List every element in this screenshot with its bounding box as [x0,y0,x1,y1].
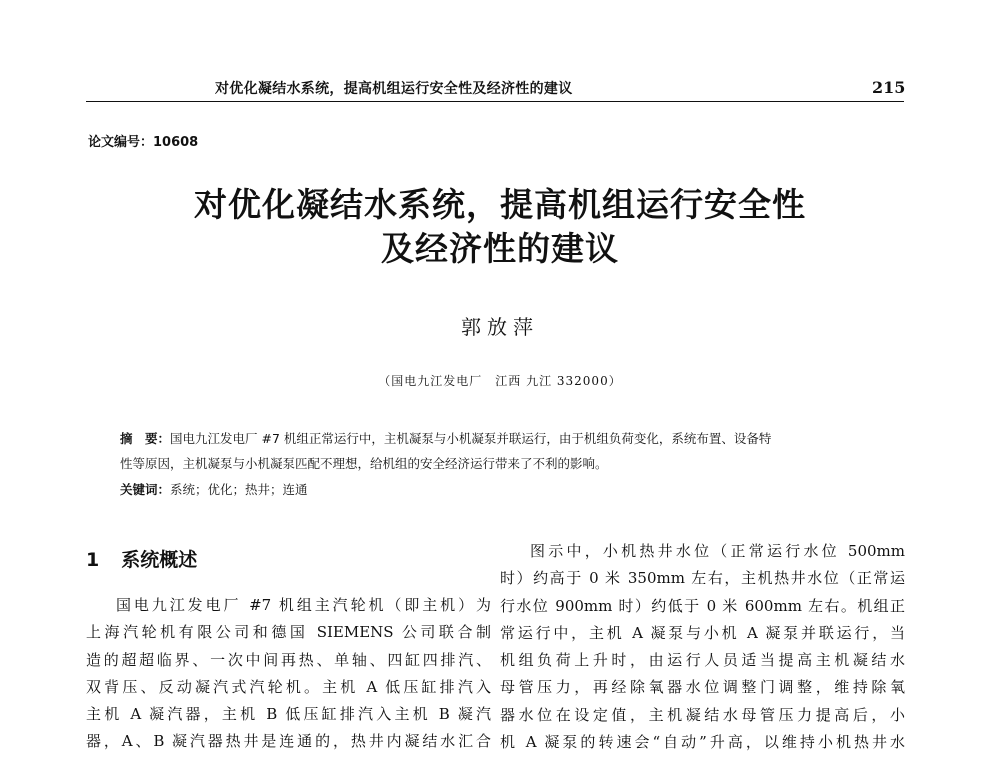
text-line: 常运行中，主机 A 凝泵与小机 A 凝泵并联运行，当 [500,623,905,642]
paper-title-line-2: 及经济性的建议 [381,229,619,268]
abstract-label: 摘 要： [120,431,171,446]
text-line: 器，A、B 凝汽器热井是连通的，热井内凝结水汇合 [86,732,491,751]
text-line: 机组负荷上升时，由运行人员适当提高主机凝结水 [500,651,905,670]
section-title: 系统概述 [121,549,198,571]
abstract-line-1 [120,430,880,448]
page-number: 215 [872,78,906,97]
text-line: 图示中，小机热井水位（正常运行水位 500mm [530,542,905,560]
text-line: 上海汽轮机有限公司和德国 SIEMENS 公司联合制 [86,623,491,642]
right-column-text [500,538,905,756]
section-number: 1 [86,549,100,571]
text-line: 母管压力，再经除氧器水位调整门调整，维持除氧 [500,678,905,697]
abstract-text-1: 国电九江发电厂 #7 机组正常运行中，主机凝泵与小机凝泵并联运行，由于机组负荷变化，系统布置、设备特 [170,431,772,446]
left-column-text [86,592,491,756]
text-line: 时）约高于 0 米 350mm 左右，主机热井水位（正常运 [500,569,905,588]
text-line: 行水位 900mm 时）约低于 0 米 600mm 左右。机组正 [500,596,905,615]
keywords-text: 系统；优化；热井；连通 [170,482,308,497]
running-head-title: 对优化凝结水系统，提高机组运行安全性及经济性的建议 [215,81,573,97]
text-line: 国电九江发电厂 #7 机组主汽轮机（即主机）为 [116,596,491,614]
author: 郭放萍 [461,315,539,339]
abstract-line-2: 性等原因，主机凝泵与小机凝泵匹配不理想，给机组的安全经济运行带来了不利的影响。 [120,456,608,471]
paper-title-line-1: 对优化凝结水系统，提高机组运行安全性 [194,185,806,224]
text-line: 造的超超临界、一次中间再热、单轴、四缸四排汽、 [86,650,491,669]
section-heading [86,545,197,572]
affiliation: （国电九江发电厂 江西 九江 332000） [378,374,622,388]
text-line: 机 A 凝泵的转速会“自动”升高，以维持小机热井水 [500,733,905,752]
text-line: 主机 A 凝汽器，主机 B 低压缸排汽入主机 B 凝汽 [86,705,491,724]
keywords-label: 关键词： [120,482,171,497]
keywords [120,481,880,499]
text-line: 双背压、反动凝汽式汽轮机。主机 A 低压缸排汽入 [86,677,491,696]
header-rule [86,101,904,102]
text-line: 器水位在设定值，主机凝结水母管压力提高后，小 [500,705,905,724]
paper-id: 论文编号：10608 [88,135,199,150]
